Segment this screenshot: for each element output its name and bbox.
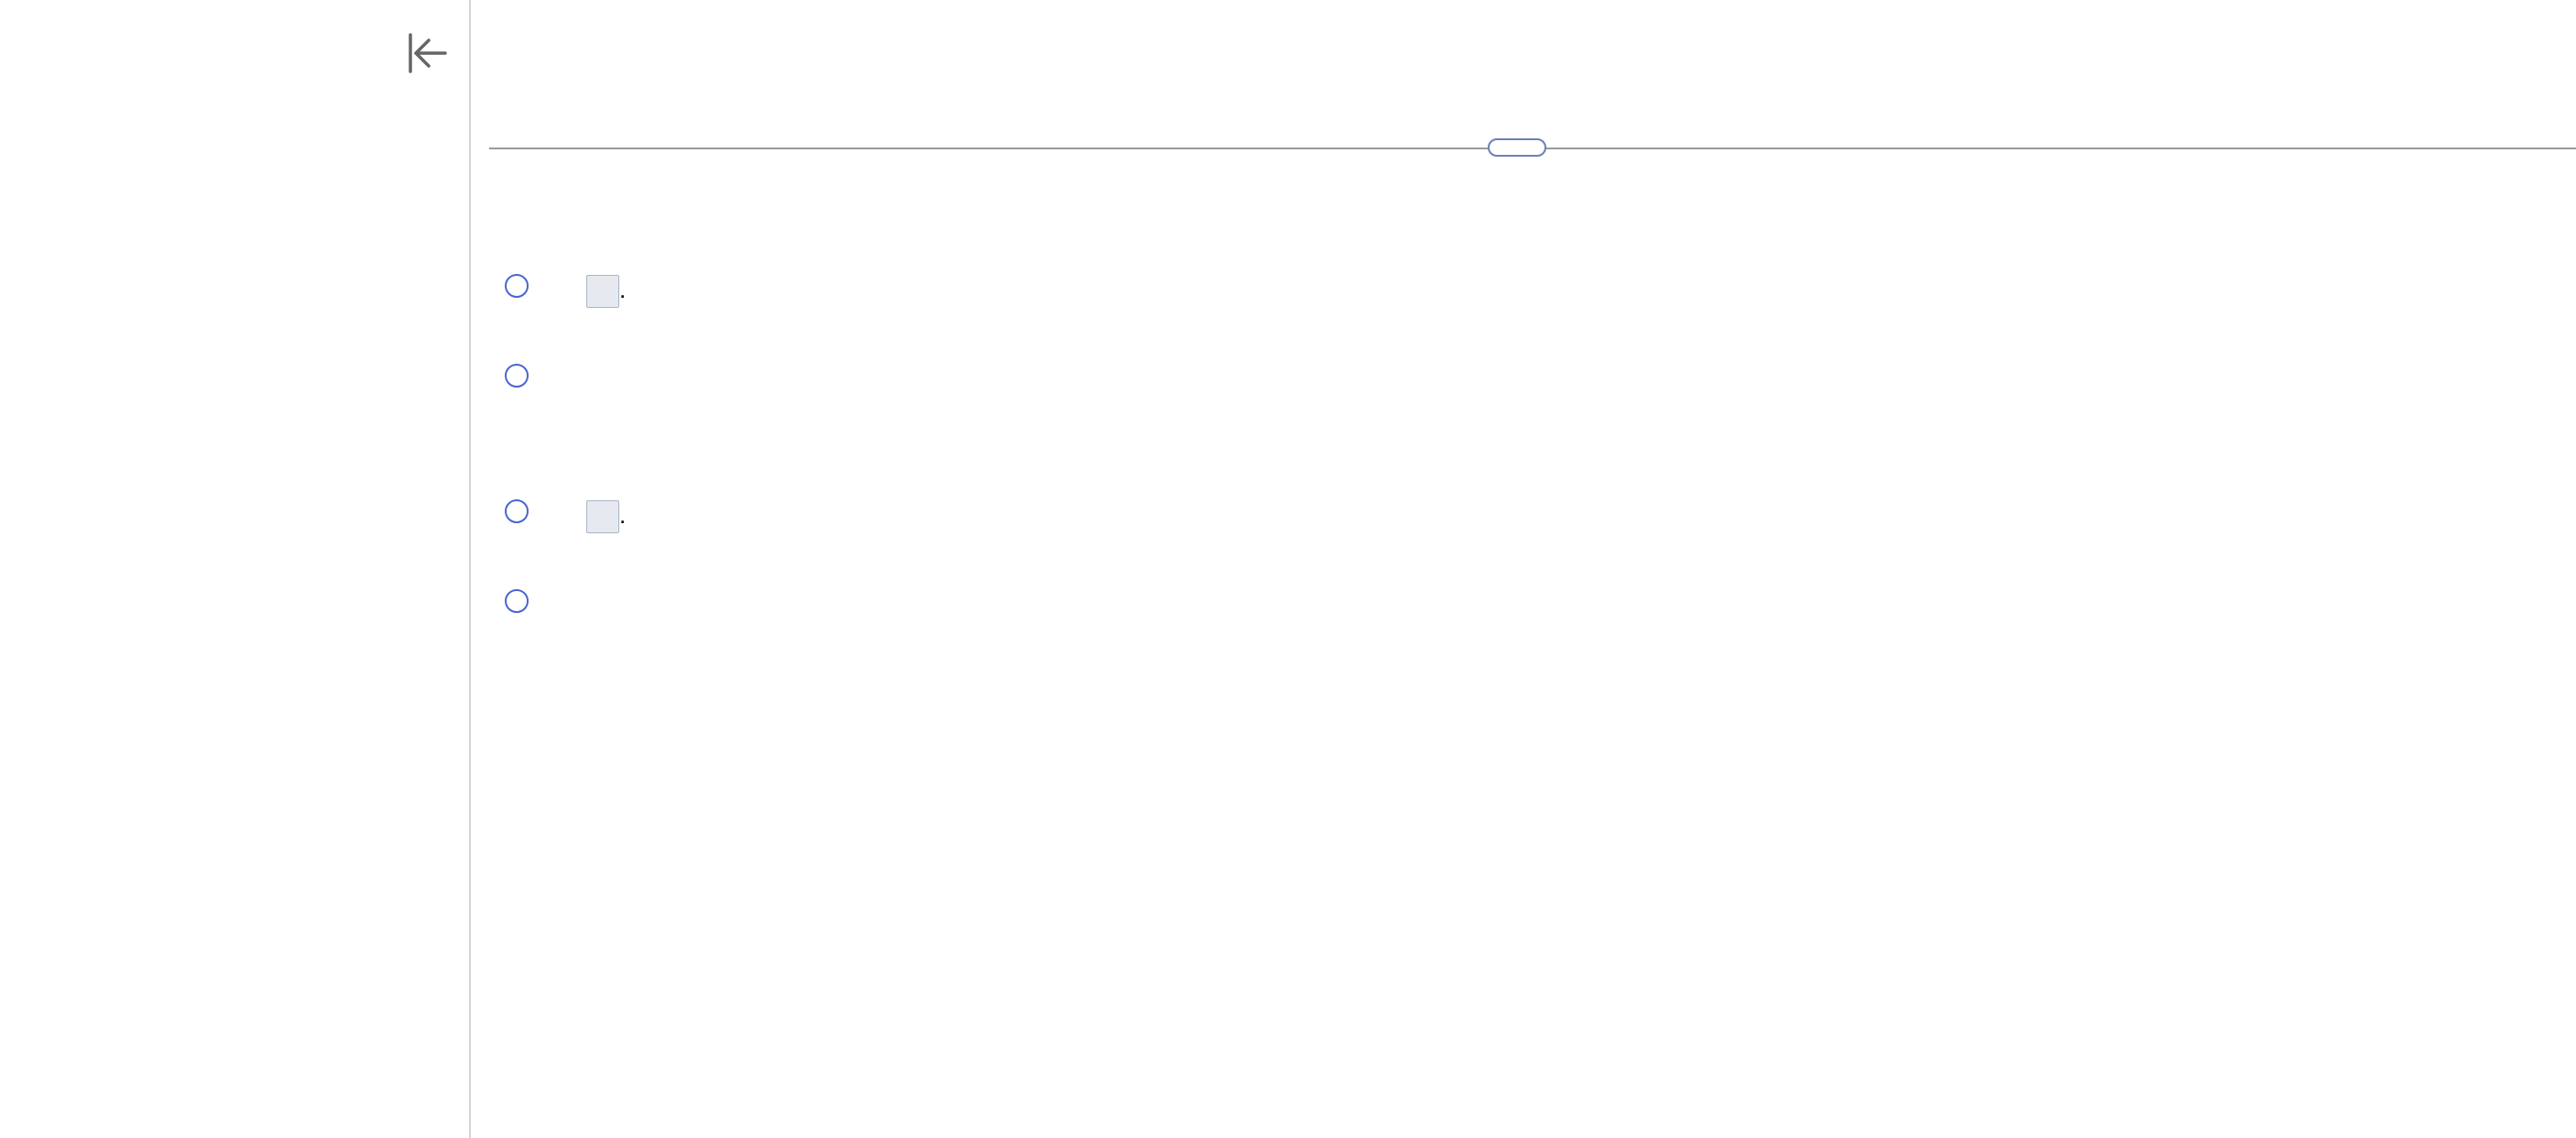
expand-more-button[interactable] bbox=[1488, 138, 1546, 157]
min-option-a-period: . bbox=[619, 275, 627, 303]
min-option-a bbox=[581, 275, 626, 308]
min-answer-input[interactable] bbox=[586, 275, 619, 308]
max-option-a-period: . bbox=[619, 500, 627, 529]
collapse-sidebar-icon[interactable] bbox=[403, 29, 451, 77]
min-option-b-radio[interactable] bbox=[505, 364, 529, 388]
question-content bbox=[473, 0, 2576, 1138]
question-list-sidebar bbox=[0, 0, 471, 1138]
max-option-a bbox=[581, 500, 626, 533]
min-option-a-radio[interactable] bbox=[505, 274, 529, 298]
max-answer-input[interactable] bbox=[586, 500, 619, 533]
max-option-b-radio[interactable] bbox=[505, 589, 529, 613]
max-option-a-radio[interactable] bbox=[505, 499, 529, 523]
